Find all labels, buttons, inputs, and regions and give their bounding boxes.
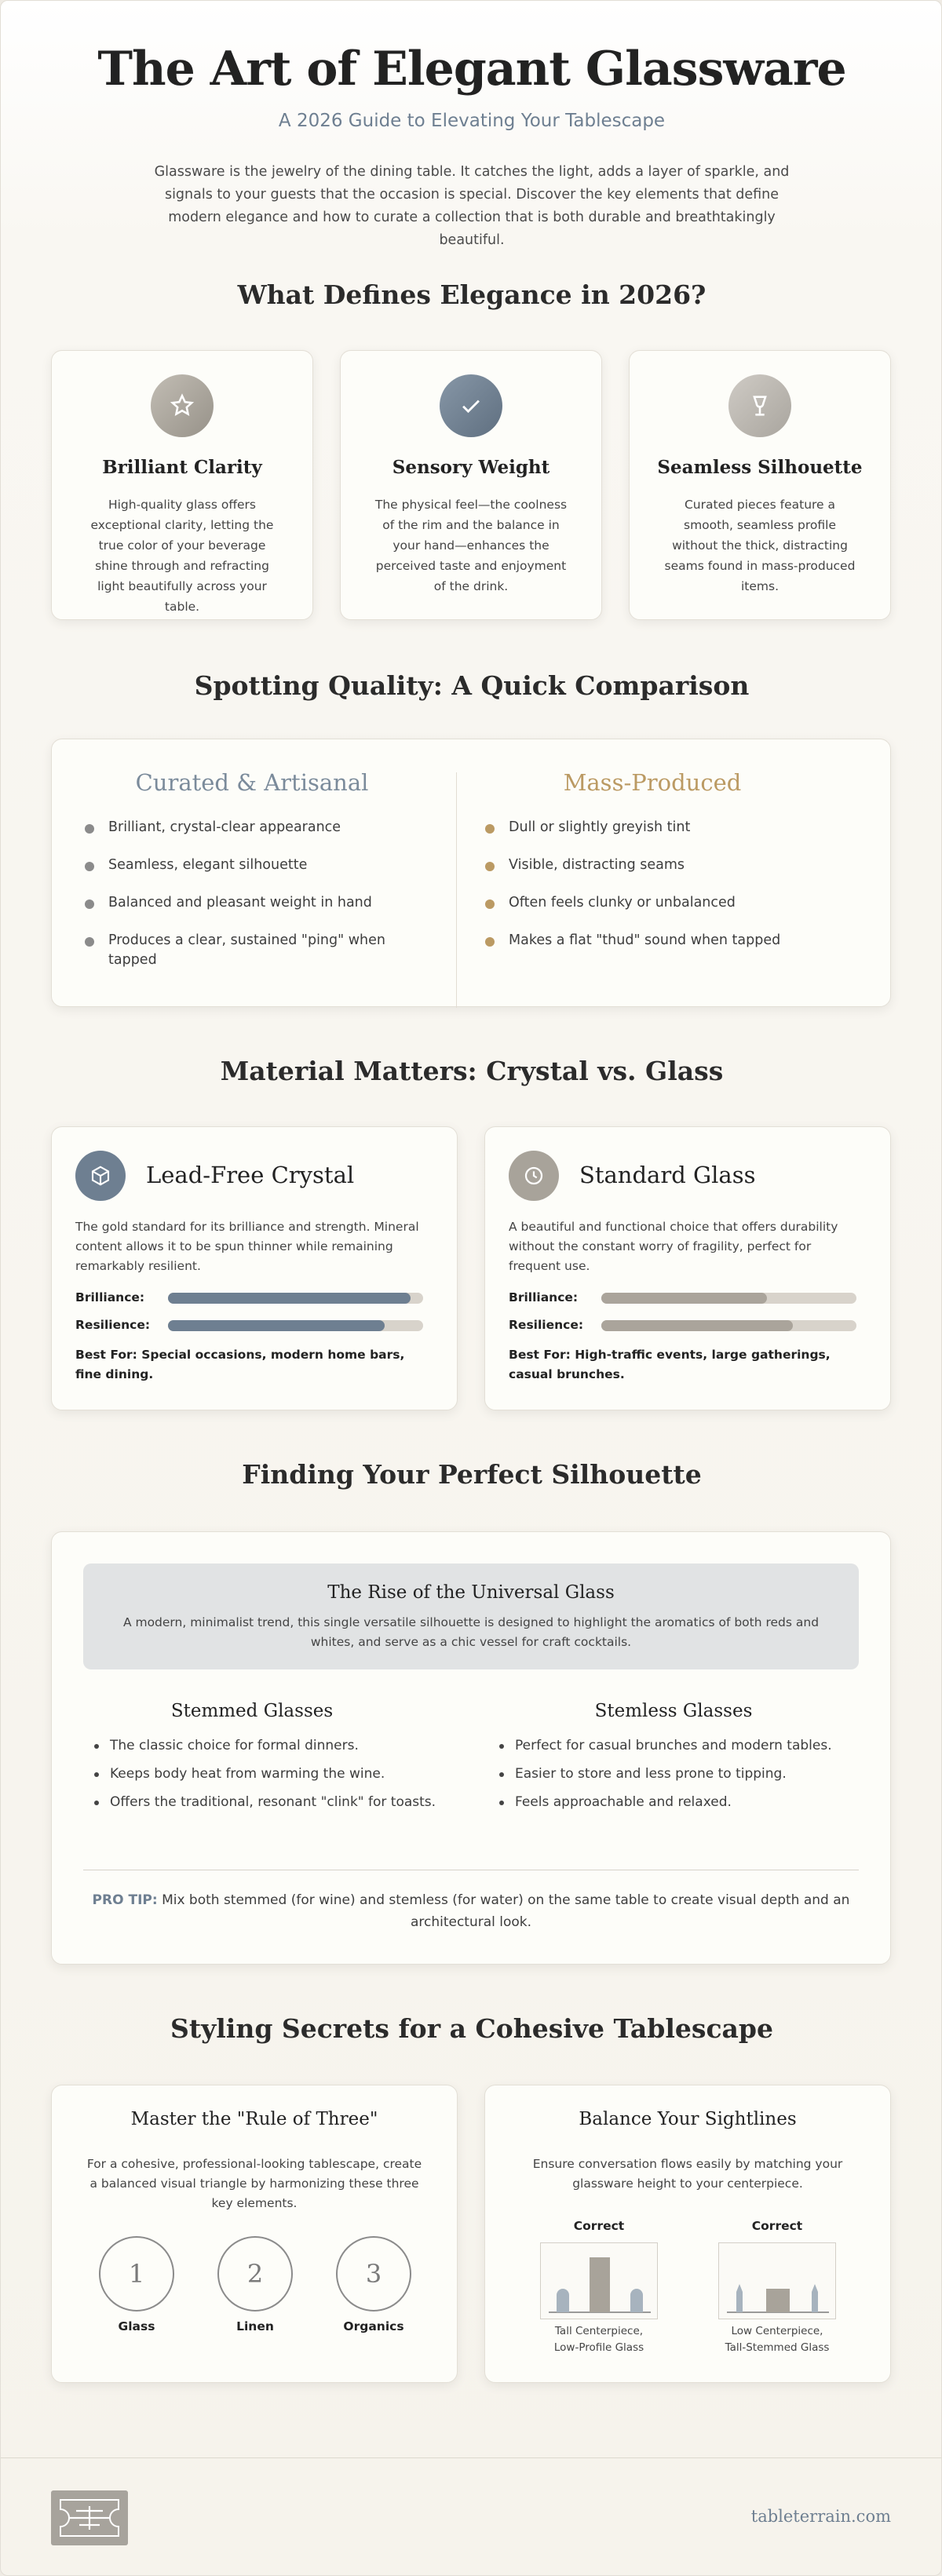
sightlines-title: Balance Your Sightlines — [579, 2109, 797, 2129]
bullet-icon — [85, 824, 94, 834]
stemmed-list — [93, 1736, 438, 1821]
section-title-material: Material Matters: Crystal vs. Glass — [220, 1056, 724, 1086]
sightline-diagram-low-centerpiece — [718, 2242, 836, 2319]
brilliance-meter-fill — [601, 1293, 767, 1304]
sightline-label-left: Correct — [573, 2219, 625, 2233]
brilliance-label: Brilliance: — [509, 1290, 579, 1304]
rule-label-linen: Linen — [236, 2319, 274, 2333]
rule-number-2: 2 — [217, 2236, 293, 2311]
brilliance-meter — [168, 1293, 423, 1304]
material-body: A beautiful and functional choice that offers durability without the constant worry of fragility, perfect for frequent use. — [509, 1220, 838, 1273]
list-item: Produces a clear, sustained "ping" when tapped — [85, 931, 429, 970]
brilliance-label: Brilliance: — [75, 1290, 145, 1304]
section-title-styling: Styling Secrets for a Cohesive Tablescape — [170, 2013, 773, 2044]
brand-logo — [51, 2490, 128, 2545]
list-item: Feels approachable and relaxed. — [498, 1793, 867, 1812]
stemmed-heading: Stemmed Glasses — [170, 1701, 334, 1721]
sightlines-body: Ensure conversation flows easily by matching your glassware height to your centerpiece. — [532, 2157, 843, 2191]
pro-tip-text: Mix both stemmed (for wine) and stemless (for water) on the same table to create visual depth and an architectural look. — [162, 1892, 850, 1930]
banner-body: A modern, minimalist trend, this single versatile silhouette is designed to highlight the aromatics of both reds and whites, and serve as a chic vessel for craft cocktails. — [122, 1615, 820, 1649]
list-item: Dull or slightly greyish tint — [485, 818, 829, 837]
glass-icon — [728, 374, 791, 437]
bullet-icon — [85, 899, 94, 909]
sightline-diagram-tall-centerpiece — [540, 2242, 658, 2319]
resilience-label: Resilience: — [75, 1318, 151, 1332]
material-card-glass — [484, 1126, 891, 1410]
resilience-meter-fill — [168, 1320, 385, 1331]
sightline-caption-left: Tall Centerpiece, Low-Profile Glass — [553, 2325, 644, 2354]
material-title: Standard Glass — [579, 1162, 756, 1188]
list-item: Brilliant, crystal-clear appearance — [85, 818, 429, 837]
feature-title: Brilliant Clarity — [102, 457, 262, 478]
feature-card-clarity — [51, 350, 313, 620]
list-item: Seamless, elegant silhouette — [85, 856, 429, 875]
banner-title: The Rise of the Universal Glass — [327, 1582, 615, 1603]
rule-of-three-card — [51, 2085, 458, 2383]
feature-body: High-quality glass offers exceptional clarity, letting the true color of your beverage shine through and refracting light beautifully across your table. — [90, 498, 274, 614]
sightline-label-right: Correct — [751, 2219, 803, 2233]
intro-text: Glassware is the jewelry of the dining table. It catches the light, adds a layer of sparkle, and signals to your guests that the occasion is special. Discover the key elements that define modern elegance and how to curate a collection that is both durable and breathtakingly beautiful. — [154, 164, 790, 248]
feature-title: Sensory Weight — [392, 457, 550, 478]
list-item: Perfect for casual brunches and modern tables. — [498, 1736, 867, 1756]
resilience-label: Resilience: — [509, 1318, 584, 1332]
list-item: Makes a flat "thud" sound when tapped — [485, 931, 829, 950]
clock-icon — [509, 1151, 559, 1201]
feature-body: The physical feel—the coolness of the rim and the balance in your hand—enhances the perceived taste and enjoyment of the drink. — [374, 498, 568, 593]
star-icon — [151, 374, 214, 437]
mass-heading: Mass-Produced — [563, 769, 742, 796]
pro-tip — [83, 1889, 859, 1933]
list-item: Balanced and pleasant weight in hand — [85, 893, 429, 913]
bullet-icon — [485, 899, 495, 909]
resilience-meter — [601, 1320, 856, 1331]
section-title-comparison: Spotting Quality: A Quick Comparison — [194, 670, 750, 701]
best-for-text: Best For: High-traffic events, large gatherings, casual brunches. — [509, 1348, 831, 1381]
rule-number-1: 1 — [99, 2236, 174, 2311]
silhouette-card — [51, 1531, 891, 1965]
bullet-icon — [85, 937, 94, 947]
comparison-card — [51, 739, 891, 1007]
feature-card-weight — [340, 350, 602, 620]
feature-title: Seamless Silhouette — [657, 457, 863, 478]
rule-number-3: 3 — [336, 2236, 411, 2311]
bullet-icon — [485, 937, 495, 947]
brilliance-meter — [601, 1293, 856, 1304]
page-subtitle: A 2026 Guide to Elevating Your Tablescape — [278, 111, 666, 131]
list-item: Keeps body heat from warming the wine. — [93, 1764, 438, 1784]
sightlines-card — [484, 2085, 891, 2383]
bullet-icon — [485, 824, 495, 834]
material-title: Lead-Free Crystal — [146, 1162, 355, 1188]
list-item: The classic choice for formal dinners. — [93, 1736, 438, 1756]
material-card-crystal — [51, 1126, 458, 1410]
curated-heading: Curated & Artisanal — [135, 769, 369, 796]
universal-glass-banner — [83, 1563, 859, 1669]
stemless-list — [498, 1736, 867, 1821]
mass-list — [485, 818, 829, 969]
best-for-text: Best For: Special occasions, modern home bars, fine dining. — [75, 1348, 405, 1381]
column-divider — [456, 772, 457, 1008]
check-icon — [440, 374, 502, 437]
list-item: Often feels clunky or unbalanced — [485, 893, 829, 913]
bullet-icon — [85, 862, 94, 871]
resilience-meter — [168, 1320, 423, 1331]
resilience-meter-fill — [601, 1320, 793, 1331]
stemless-heading: Stemless Glasses — [594, 1701, 753, 1721]
footer-site-link[interactable]: tableterrain.com — [750, 2507, 891, 2526]
curated-list — [85, 818, 429, 988]
rule-label-organics: Organics — [343, 2319, 404, 2333]
section-title-elegance: What Defines Elegance in 2026? — [237, 279, 706, 310]
section-title-silhouette: Finding Your Perfect Silhouette — [242, 1459, 702, 1490]
cube-icon — [75, 1151, 126, 1201]
pro-tip-label: PRO TIP: — [92, 1892, 158, 1908]
rule-label-glass: Glass — [118, 2319, 155, 2333]
footer-divider — [1, 2457, 942, 2458]
material-body: The gold standard for its brilliance and strength. Mineral content allows it to be spun thinner while remaining remarkably resilient. — [75, 1220, 419, 1273]
sightline-caption-right: Low Centerpiece, Tall-Stemmed Glass — [725, 2325, 830, 2354]
list-item: Visible, distracting seams — [485, 856, 829, 875]
rule-body: For a cohesive, professional-looking tablescape, create a balanced visual triangle by harmonizing these three key elements. — [86, 2157, 422, 2210]
bullet-icon — [485, 862, 495, 871]
feature-body: Curated pieces feature a smooth, seamless profile without the thick, distracting seams found in mass-produced items. — [664, 498, 856, 593]
list-item: Offers the traditional, resonant "clink" for toasts. — [93, 1793, 438, 1812]
page-title: The Art of Elegant Glassware — [97, 42, 846, 97]
brilliance-meter-fill — [168, 1293, 411, 1304]
rule-title: Master the "Rule of Three" — [130, 2109, 378, 2129]
list-item: Easier to store and less prone to tipping. — [498, 1764, 867, 1784]
feature-card-silhouette — [629, 350, 891, 620]
